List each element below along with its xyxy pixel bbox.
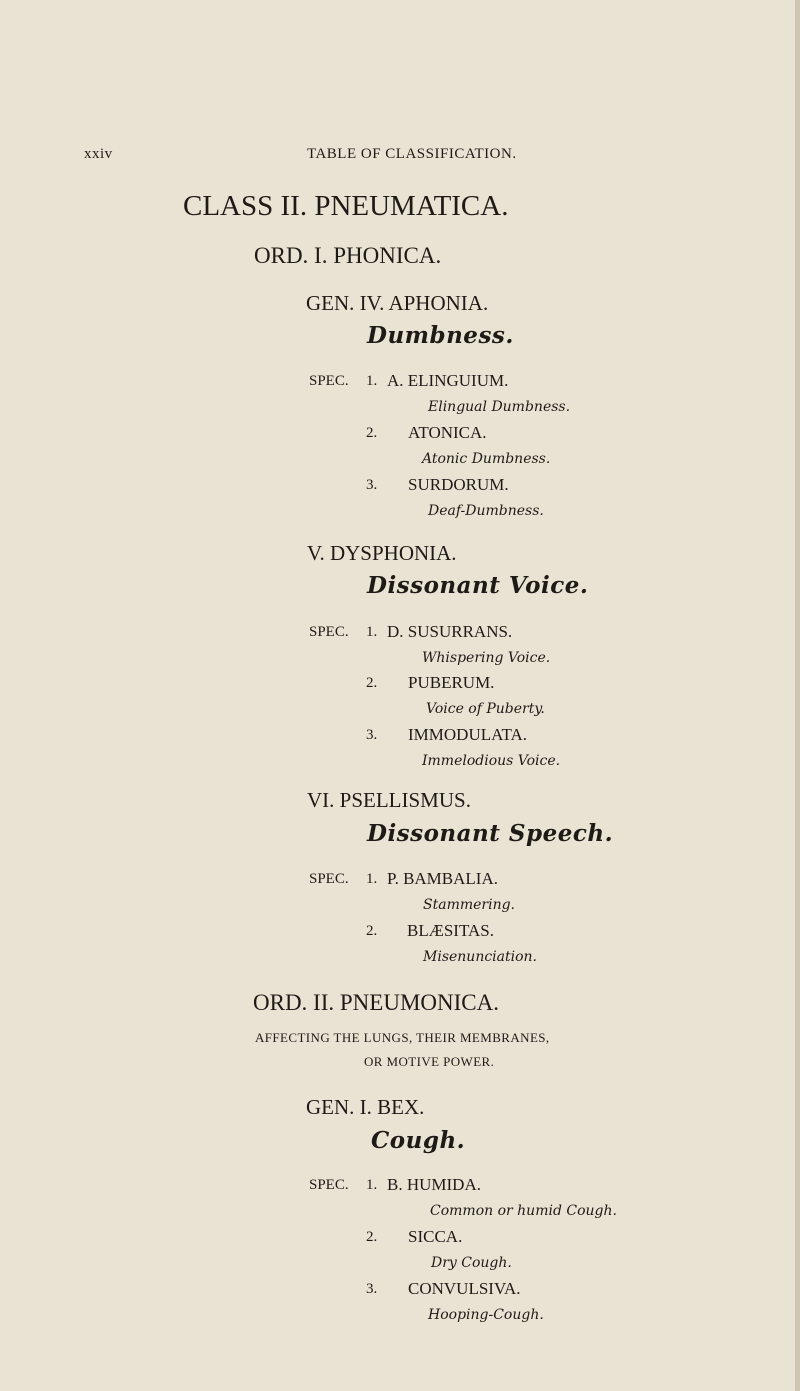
page-edge-shadow [795, 0, 800, 1391]
species-latin-name: SURDORUM. [408, 475, 509, 494]
species-english-name: Whispering Voice. [422, 650, 551, 666]
species-english-name: Immelodious Voice. [422, 753, 561, 769]
species-english-name: Common or humid Cough. [430, 1203, 617, 1219]
species-number: 2. [366, 425, 378, 441]
species-english-name: Misenunciation. [423, 949, 537, 965]
genus-heading: GEN. IV. APHONIA. [306, 291, 489, 315]
spec-label: SPEC. [309, 1177, 349, 1193]
species-english-name: Deaf-Dumbness. [428, 503, 544, 519]
species-number: 1. [366, 871, 378, 887]
order-heading: ORD. I. PHONICA. [254, 243, 442, 268]
page-number: xxiv [84, 146, 113, 162]
species-english-name: Stammering. [423, 897, 515, 913]
species-english-name: Atonic Dumbness. [422, 451, 551, 467]
spec-label: SPEC. [309, 373, 349, 389]
species-english-name: Elingual Dumbness. [428, 399, 571, 415]
genus-english-name: Dissonant Speech. [367, 820, 614, 847]
genus-english-name: Cough. [371, 1127, 466, 1154]
species-latin-name: PUBERUM. [408, 673, 495, 692]
species-number: 1. [366, 624, 378, 640]
species-latin-name: BLÆSITAS. [407, 921, 494, 940]
species-english-name: Hooping-Cough. [428, 1307, 544, 1323]
species-number: 3. [366, 727, 378, 743]
genus-heading: GEN. I. BEX. [306, 1095, 425, 1119]
order-description-line: AFFECTING THE LUNGS, THEIR MEMBRANES, [255, 1030, 550, 1045]
species-number: 3. [366, 477, 378, 493]
species-latin-name: A. ELINGUIUM. [387, 371, 509, 390]
order-heading: ORD. II. PNEUMONICA. [253, 990, 499, 1015]
genus-english-name: Dumbness. [367, 322, 514, 349]
species-english-name: Voice of Puberty. [426, 701, 545, 717]
species-latin-name: P. BAMBALIA. [387, 869, 498, 888]
genus-heading: V. DYSPHONIA. [307, 541, 457, 565]
species-latin-name: D. SUSURRANS. [387, 622, 513, 641]
order-description-line: OR MOTIVE POWER. [364, 1054, 495, 1069]
species-number: 1. [366, 373, 378, 389]
class-heading: CLASS II. PNEUMATICA. [183, 190, 509, 222]
species-number: 2. [366, 923, 378, 939]
species-number: 3. [366, 1281, 378, 1297]
running-title: TABLE OF CLASSIFICATION. [307, 146, 517, 162]
species-english-name: Dry Cough. [431, 1255, 512, 1271]
species-number: 2. [366, 675, 378, 691]
species-number: 1. [366, 1177, 378, 1193]
species-latin-name: IMMODULATA. [408, 725, 528, 744]
species-number: 2. [366, 1229, 378, 1245]
spec-label: SPEC. [309, 871, 349, 887]
spec-label: SPEC. [309, 624, 349, 640]
genus-english-name: Dissonant Voice. [367, 572, 589, 599]
species-latin-name: SICCA. [408, 1227, 463, 1246]
species-latin-name: ATONICA. [408, 423, 487, 442]
species-latin-name: B. HUMIDA. [387, 1175, 481, 1194]
genus-heading: VI. PSELLISMUS. [307, 788, 471, 812]
species-latin-name: CONVULSIVA. [408, 1279, 521, 1298]
